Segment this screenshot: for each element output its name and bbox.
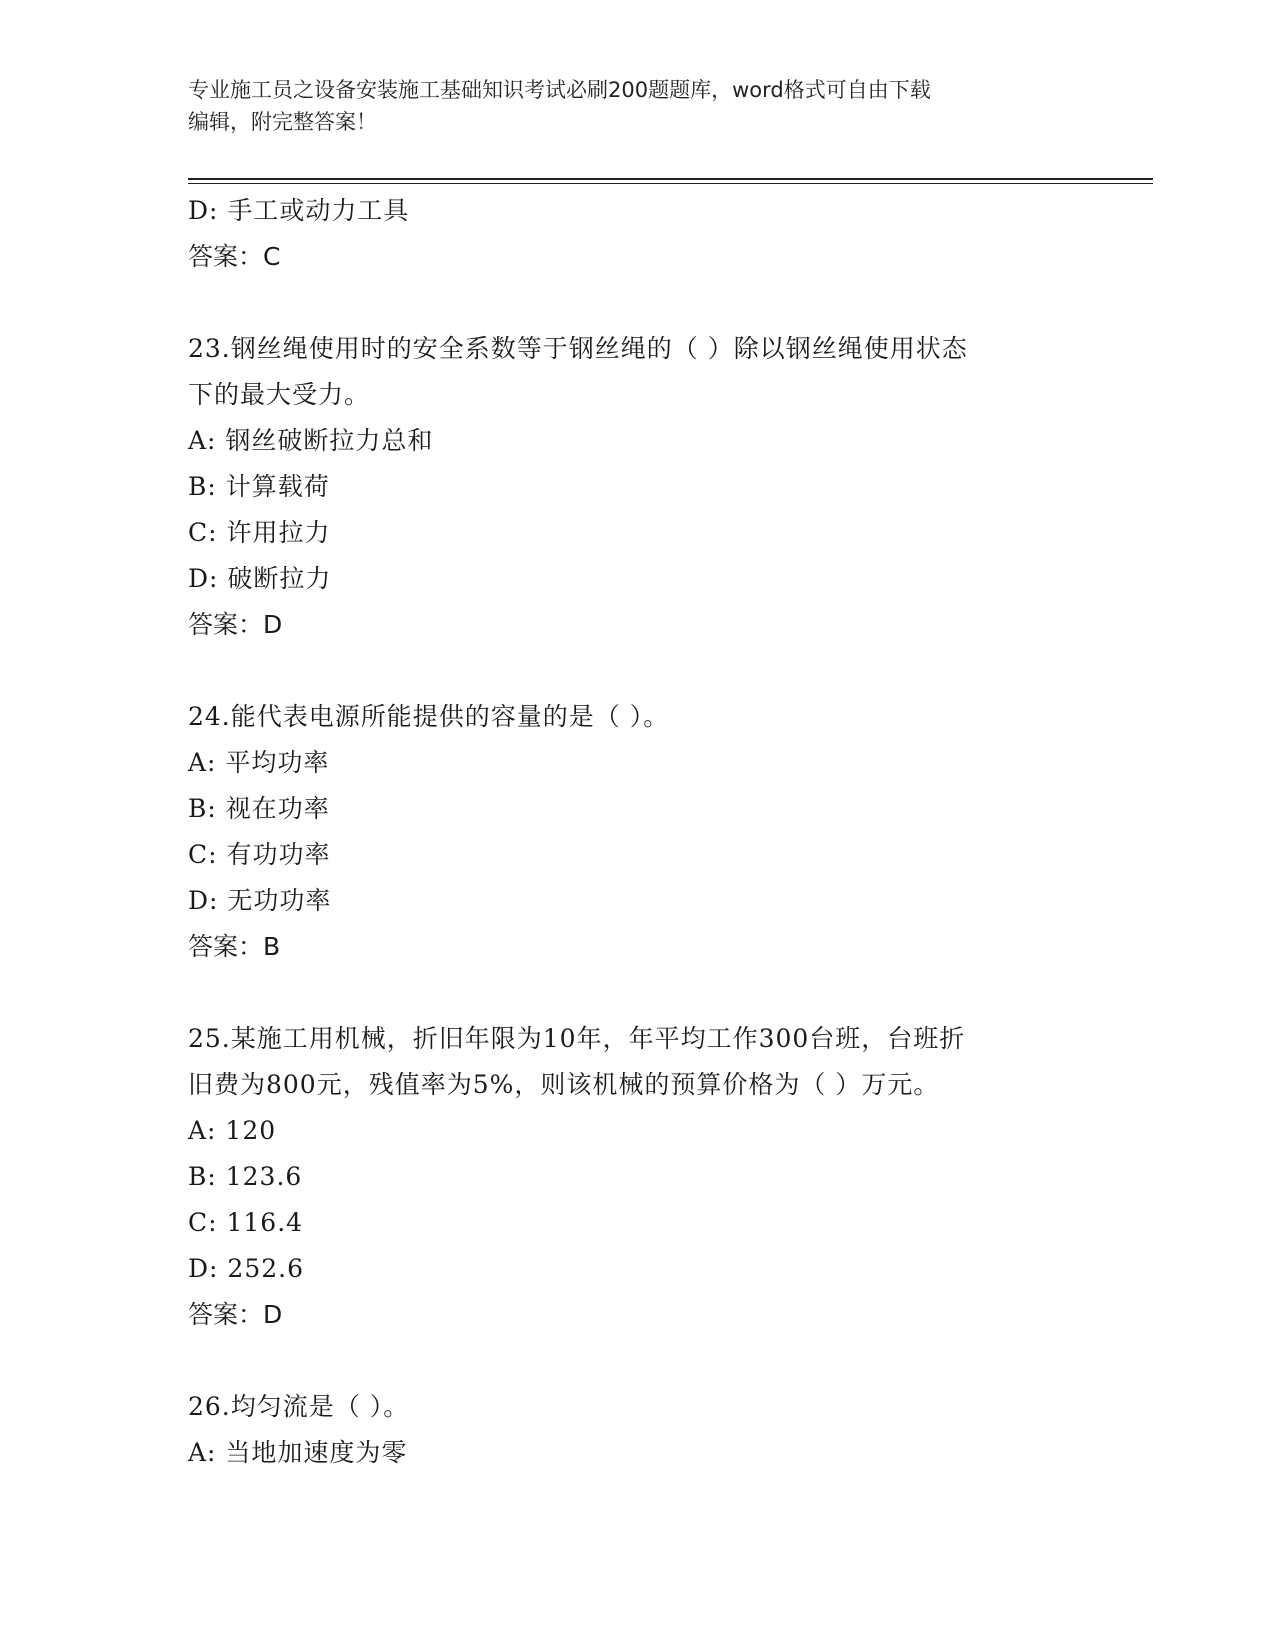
answer-line: 答案：C	[188, 242, 281, 271]
spacer	[188, 280, 1088, 326]
answer-line: 答案：B	[188, 932, 281, 961]
question-stem: 24.能代表电源所能提供的容量的是（ ）。	[188, 702, 670, 731]
answer-line: 答案：D	[188, 610, 283, 639]
answer-line: 答案：D	[188, 1300, 283, 1329]
option-d: D: 破断拉力	[188, 564, 332, 593]
option-c: C: 许用拉力	[188, 518, 331, 547]
option-d: D: 手工或动力工具	[188, 196, 410, 225]
option-d: D: 252.6	[188, 1254, 304, 1283]
header-rule-thin	[188, 183, 1153, 184]
document-header	[188, 74, 1088, 138]
header-line-2: 编辑，附完整答案！	[188, 110, 377, 134]
spacer	[188, 648, 1088, 694]
option-c: C: 116.4	[188, 1208, 304, 1237]
question-stem: 23.钢丝绳使用时的安全系数等于钢丝绳的（ ）除以钢丝绳使用状态	[188, 334, 968, 363]
option-a: A: 钢丝破断拉力总和	[188, 426, 434, 455]
question-stem: 25.某施工用机械，折旧年限为10年，年平均工作300台班，台班折	[188, 1024, 966, 1053]
option-a: A: 当地加速度为零	[188, 1438, 408, 1467]
option-b: B: 视在功率	[188, 794, 330, 823]
option-b: B: 计算载荷	[188, 472, 330, 501]
question-stem: 旧费为800元，残值率为5%，则该机械的预算价格为（ ）万元。	[188, 1070, 940, 1099]
header-line-1: 专业施工员之设备安装施工基础知识考试必刷200题题库，word格式可自由下载	[188, 78, 931, 102]
header-rule-thick	[188, 178, 1153, 180]
spacer	[188, 1338, 1088, 1384]
option-b: B: 123.6	[188, 1162, 303, 1191]
option-a: A: 平均功率	[188, 748, 330, 777]
option-c: C: 有功功率	[188, 840, 331, 869]
option-a: A: 120	[188, 1116, 277, 1145]
document-body	[188, 188, 1088, 1476]
spacer	[188, 970, 1088, 1016]
question-stem: 26.均匀流是（ ）。	[188, 1392, 410, 1421]
question-stem: 下的最大受力。	[188, 380, 371, 409]
option-d: D: 无功功率	[188, 886, 332, 915]
